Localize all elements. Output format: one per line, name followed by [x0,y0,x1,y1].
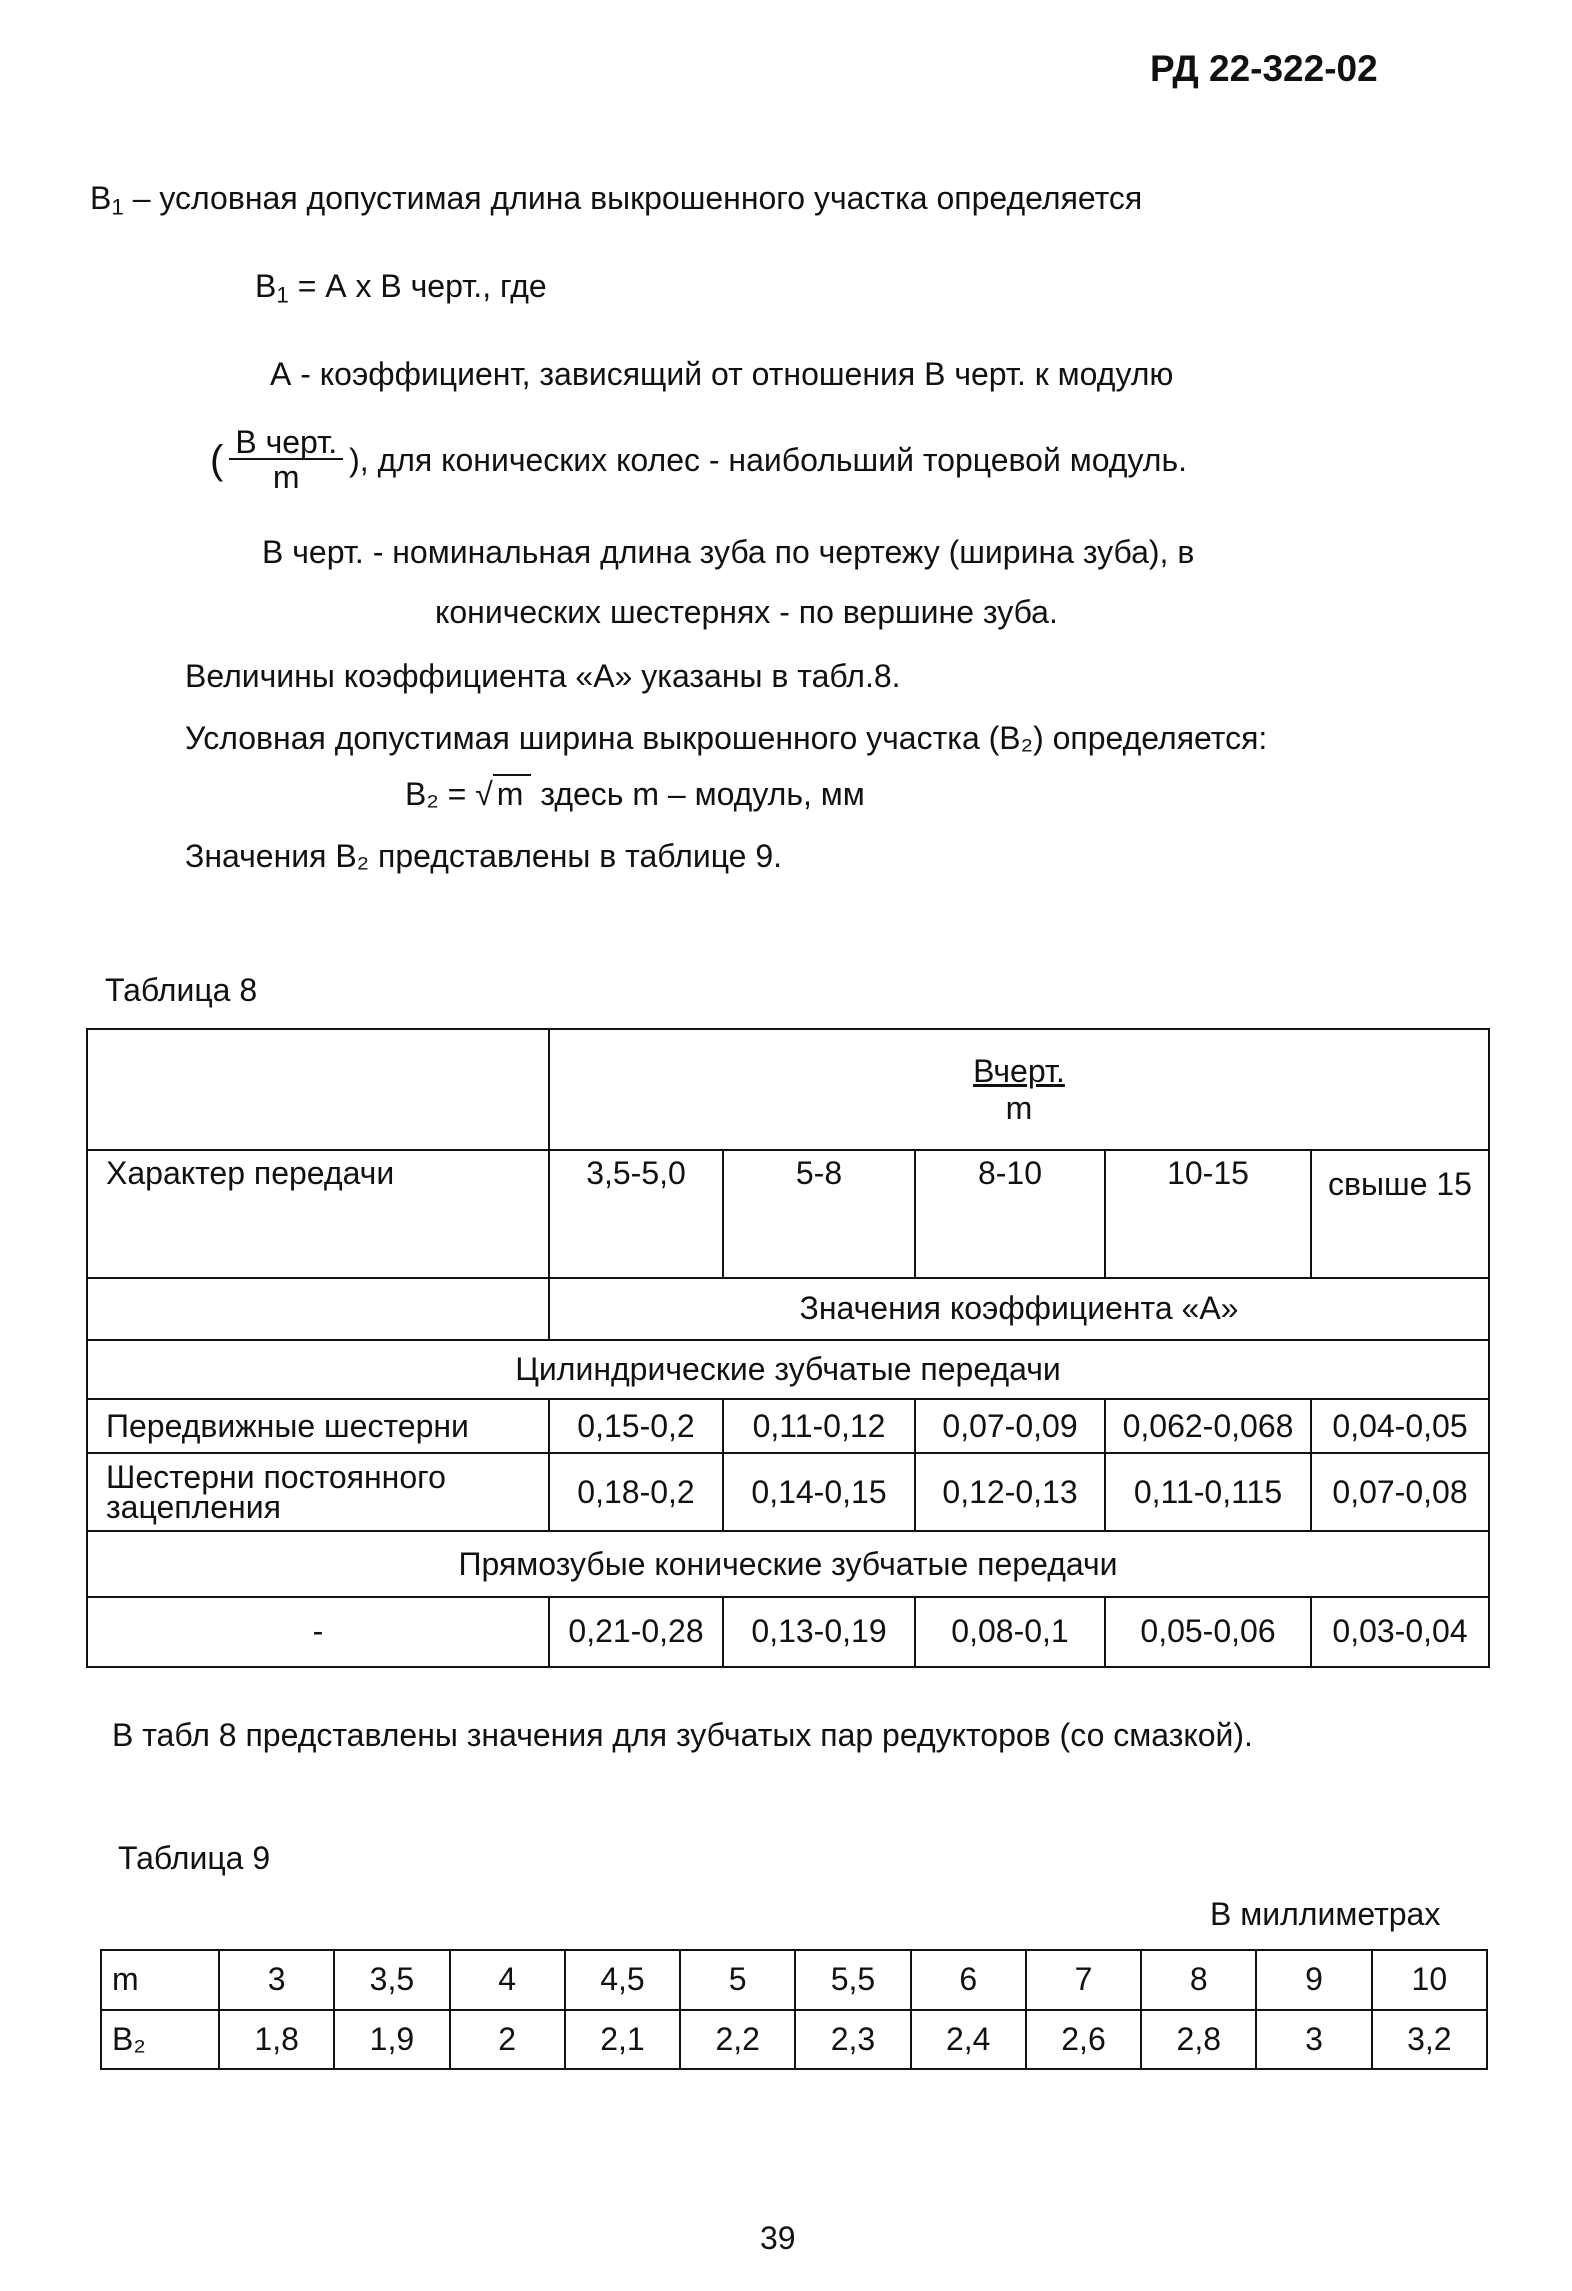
line-coefficient-ref: Величины коэффициента «А» указаны в табл.8. [185,658,901,694]
table9-m-cell: 4,5 [565,1950,680,2010]
table8-row-name: Шестерни постоянного зацепления [87,1453,549,1531]
table9-m-cell: 9 [1256,1950,1371,2010]
table8-section-conical: Прямозубые конические зубчатые передачи [87,1531,1489,1597]
table8-caption: Таблица 8 [105,972,258,1008]
table8-section-row [87,1340,1489,1400]
table9-b2-cell: 2,2 [680,2010,795,2070]
table9-caption: Таблица 9 [118,1840,271,1876]
formula-b-symbol: B [255,268,277,304]
table9-b2-cell: 2,4 [911,2010,1026,2070]
table8-value-cell: 0,13-0,19 [723,1597,915,1667]
table9-b2-row [101,2010,1487,2070]
line-b2-values-ref: Значения B₂ представлены в таблице 9. [185,838,783,874]
table9-b2-cell: 1,8 [219,2010,334,2070]
table8-row-name: - [87,1597,549,1667]
table8-corner-cell [87,1029,549,1150]
line-b-nominal: В черт. - номинальная длина зуба по чертежу (ширина зуба), в [262,534,1195,570]
table8-value-cell: 0,062-0,068 [1105,1399,1311,1453]
table8-value-cell: 0,07-0,08 [1311,1453,1489,1531]
table9-b2-cell: 3,2 [1372,2010,1487,2070]
table8-coef-row [87,1278,1489,1340]
table9-m-cell: 3 [219,1950,334,2010]
table9-b2-cell: 3 [1256,2010,1371,2070]
line-b2-formula [405,774,865,814]
b2-explanation: здесь m – модуль, мм [531,776,865,812]
sqrt-radicand: m [493,774,532,812]
table8-value-cell: 0,12-0,13 [915,1453,1105,1531]
ratio-denominator: m [272,459,300,495]
table8-value-cell: 0,05-0,06 [1105,1597,1311,1667]
table9-m-cell: 8 [1141,1950,1256,2010]
table9-unit: В миллиметрах [1210,1896,1441,1932]
ratio-text: ), для конических колес - наибольший торцевой модуль. [349,442,1187,478]
table9-m-cell: 6 [911,1950,1026,2010]
table8-range-cell: 3,5-5,0 [549,1150,723,1278]
ratio-header-numerator: Вчерт. [973,1052,1065,1089]
ratio-fraction [229,426,343,494]
table8-value-cell: 0,21-0,28 [549,1597,723,1667]
table8-empty-cell [87,1278,549,1340]
ratio-numerator: В черт. [229,426,343,460]
table9-b2-cell: 1,9 [334,2010,449,2070]
table9-b2-label: B₂ [101,2010,219,2070]
table9-b2-cell: 2 [450,2010,565,2070]
table9-b2-cell: 2,6 [1026,2010,1141,2070]
b1-formula-text: = А х В черт., где [288,268,547,304]
table8-range-cell: свыше 15 [1311,1150,1489,1278]
table8-section-cylindrical: Цилиндрические зубчатые передачи [87,1340,1489,1400]
table8-ratio-header [549,1029,1489,1150]
table8-data-row [87,1399,1489,1453]
open-paren: ( [210,438,224,482]
table8-section-row [87,1531,1489,1597]
table9-m-cell: 7 [1026,1950,1141,2010]
table9-b2-cell: 2,3 [795,2010,910,2070]
table9-m-label: m [101,1950,219,2010]
table8-char-header: Характер передачи [87,1150,549,1278]
line-coefficient-definition: А - коэффициент, зависящий от отношения В черт. к модулю [270,356,1174,392]
table8-value-cell: 0,11-0,12 [723,1399,915,1453]
table-9 [100,1949,1488,2070]
table8-value-cell: 0,04-0,05 [1311,1399,1489,1453]
b1-symbol: B [90,180,112,216]
line-b-nominal-cont: конических шестернях - по вершине зуба. [435,594,1058,630]
document-code: РД 22-322-02 [1150,48,1378,89]
table8-value-cell: 0,07-0,09 [915,1399,1105,1453]
table8-row-name: Передвижные шестерни [87,1399,549,1453]
table8-data-row [87,1597,1489,1667]
table9-m-cell: 3,5 [334,1950,449,2010]
table9-m-cell: 5 [680,1950,795,2010]
table8-value-cell: 0,15-0,2 [549,1399,723,1453]
line-b1-formula [255,266,547,316]
table8-range-cell: 8-10 [915,1150,1105,1278]
table8-value-cell: 0,03-0,04 [1311,1597,1489,1667]
table8-value-cell: 0,08-0,1 [915,1597,1105,1667]
page-number: 39 [760,2220,796,2256]
table8-note: В табл 8 представлены значения для зубчатых пар редукторов (со смазкой). [112,1717,1253,1753]
formula-b-subscript: 1 [276,282,289,308]
table8-range-cell: 5-8 [723,1150,915,1278]
line-ratio [210,426,1187,494]
b1-definition-text: – условная допустимая длина выкрошенного участка определяется [123,180,1143,216]
table8-value-cell: 0,11-0,115 [1105,1453,1311,1531]
table9-b2-cell: 2,1 [565,2010,680,2070]
table9-b2-cell: 2,8 [1141,2010,1256,2070]
table9-m-cell: 5,5 [795,1950,910,2010]
table8-data-row [87,1453,1489,1531]
table9-m-cell: 4 [450,1950,565,2010]
table8-coef-header: Значения коэффициента «А» [549,1278,1489,1340]
table8-value-cell: 0,14-0,15 [723,1453,915,1531]
b1-subscript: 1 [111,194,124,220]
line-b1-definition [90,178,1142,228]
table9-m-row [101,1950,1487,2010]
table-8 [86,1028,1490,1668]
b2-lhs: B₂ = [405,776,476,812]
table8-header-row [87,1029,1489,1150]
ratio-header-denominator: m [1005,1089,1033,1126]
sqrt-sign: √ [475,776,493,812]
table8-value-cell: 0,18-0,2 [549,1453,723,1531]
table9-m-cell: 10 [1372,1950,1487,2010]
line-b2-definition: Условная допустимая ширина выкрошенного участка (B₂) определяется: [185,720,1268,756]
table8-range-cell: 10-15 [1105,1150,1311,1278]
table8-ranges-row [87,1150,1489,1278]
